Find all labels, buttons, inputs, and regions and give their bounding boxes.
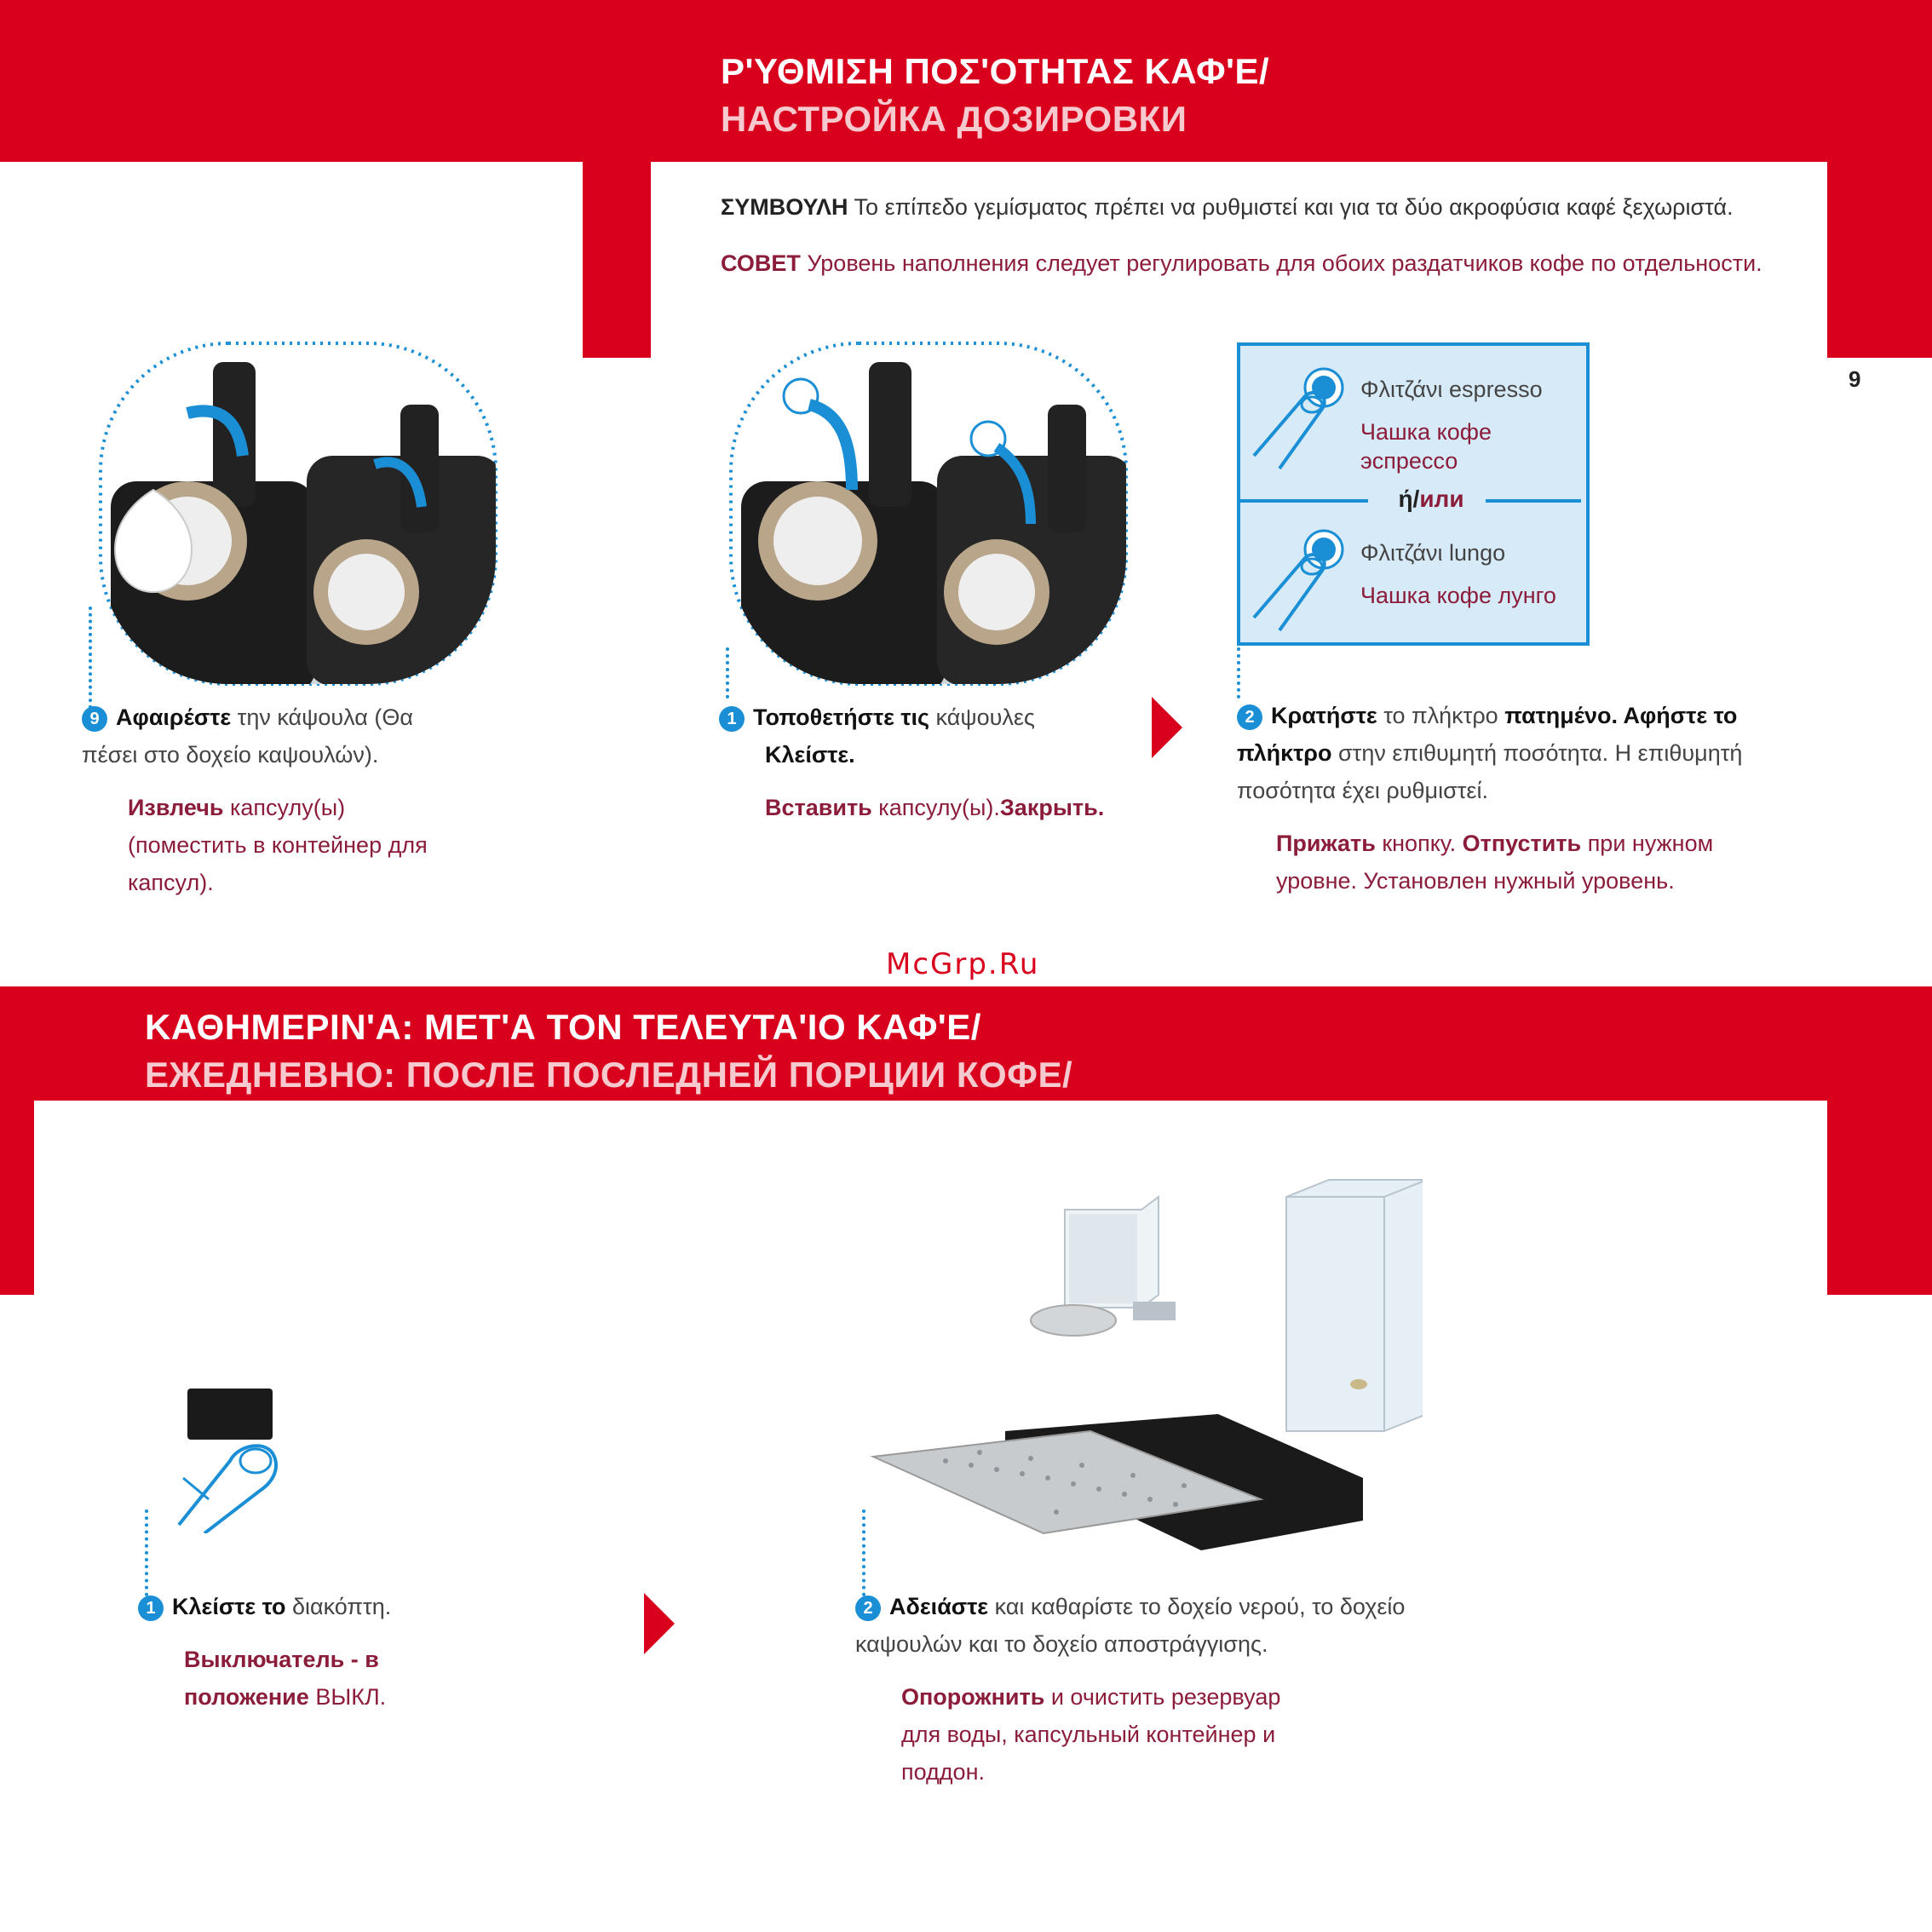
tip-ru bbox=[721, 249, 1811, 278]
cup-lungo-labels bbox=[1360, 538, 1582, 610]
bottom-step-2-number: 2 bbox=[855, 1596, 881, 1621]
step-2-ru-bold2: Отпустить bbox=[1462, 831, 1582, 856]
bottom-step-1-ru-bold: Выключатель - в положение bbox=[184, 1647, 379, 1710]
step-2-hold bbox=[1237, 697, 1765, 900]
bottom-step-2 bbox=[855, 1588, 1469, 1791]
top-left-block bbox=[583, 162, 651, 358]
espresso-gr: Φλιτζάνι espresso bbox=[1360, 377, 1543, 402]
machine-illustration-insert bbox=[724, 336, 1133, 694]
step-1-number: 1 bbox=[719, 706, 745, 732]
bottom-step-1-ru-text: ВЫКЛ. bbox=[315, 1684, 387, 1710]
step-1-insert bbox=[719, 699, 1128, 826]
page-number: 9 bbox=[1849, 366, 1861, 392]
containers-illustration bbox=[860, 1176, 1423, 1576]
top-title-gr: Ρ'ΥΘΜΙΣΗ ΠΟΣ'ΟΤΗΤΑΣ ΚΑΦ'Ε/ bbox=[721, 51, 1270, 91]
step-2-gr-text: το πλήκτρο bbox=[1383, 703, 1498, 728]
bottom-title-ru: ЕЖЕДНЕВНО: ПОСЛЕ ПОСЛЕДНЕЙ ПОРЦИИ КОФЕ/ bbox=[145, 1055, 1073, 1095]
step-9 bbox=[82, 699, 440, 901]
step-1-ru-bold2: Закрыть. bbox=[999, 795, 1105, 820]
cup-select-divider-right bbox=[1486, 499, 1581, 503]
or-sep: / bbox=[1412, 486, 1420, 512]
tip-ru-text: Уровень наполнения следует регулировать для обоих раздатчиков кофе по отдельности. bbox=[807, 250, 1762, 276]
step-1-gr-bold2: Κλείστε. bbox=[765, 742, 855, 768]
step-9-ru-text: капсулу(ы) (поместить в контейнер для капсул). bbox=[128, 795, 428, 895]
bottom-step-2-gr-text: και καθαρίστε το δοχείο νερού, το δοχείο καψουλών και το δοχείο αποστράγγισης. bbox=[855, 1594, 1406, 1657]
or-gr: ή bbox=[1398, 486, 1413, 512]
tip-gr-text: Το επίπεδο γεμίσματος πρέπει να ρυθμιστεί και για τα δύο ακροφύσια καφέ ξεχωριστά. bbox=[854, 194, 1734, 220]
bottom-step-2-ru-text: и очистить резервуар для воды, капсульный контейнер и поддон. bbox=[901, 1684, 1281, 1785]
bottom-step-2-ru-bold: Опорожнить bbox=[901, 1684, 1045, 1710]
step-2-ru-text: кнопку. bbox=[1382, 831, 1457, 856]
espresso-ru: Чашка кофе эспрессо bbox=[1360, 419, 1492, 474]
bottom-left-block bbox=[0, 1101, 34, 1295]
or-ru: или bbox=[1419, 486, 1464, 512]
tip-gr-label: ΣΥΜΒΟΥΛΗ bbox=[721, 194, 848, 220]
step-9-ru-bold: Извлечь bbox=[128, 795, 224, 820]
next-arrow-top bbox=[1152, 697, 1182, 758]
next-arrow-bottom bbox=[644, 1593, 675, 1654]
step-9-gr-text: την κάψουλα (Θα πέσει στο δοχείο καψουλών). bbox=[82, 704, 413, 768]
step-1-ru-bold: Вставить bbox=[765, 795, 872, 820]
top-right-block bbox=[1827, 162, 1932, 358]
cup-espresso-labels bbox=[1360, 375, 1582, 475]
step-2-ru-bold: Прижать bbox=[1276, 831, 1376, 856]
step2-connector bbox=[1237, 641, 1240, 699]
step-2-gr-bold: Κρατήστε bbox=[1271, 703, 1377, 728]
top-title bbox=[721, 48, 1743, 143]
step-2-gr-text2: στην επιθυμητή ποσότητα. Η επιθυμητή ποσότητα έχει ρυθμιστεί. bbox=[1237, 740, 1743, 803]
bottom-step-1-gr-text: διακόπτη. bbox=[291, 1594, 392, 1619]
watermark: McGrp.Ru bbox=[886, 947, 1040, 981]
step-2-number: 2 bbox=[1237, 704, 1262, 730]
top-title-ru: НАСТРОЙКА ДОЗИРОВКИ bbox=[721, 99, 1187, 139]
step-9-number: 9 bbox=[82, 706, 107, 732]
capsule-remove-icon bbox=[106, 486, 200, 596]
power-switch-illustration bbox=[170, 1380, 298, 1533]
bottom-step-1-number: 1 bbox=[138, 1596, 164, 1621]
tip-ru-label: СОВЕТ bbox=[721, 250, 801, 276]
bottom-right-block bbox=[1827, 1101, 1932, 1295]
step-1-gr-text: κάψουλες bbox=[935, 704, 1035, 730]
step9-connector bbox=[89, 607, 92, 709]
bottom-title bbox=[145, 1003, 1508, 1099]
tip-gr bbox=[721, 193, 1811, 221]
step-2-gr-bold2: πατημένο. Αφήστε το πλήκτρο bbox=[1237, 703, 1738, 766]
step1-connector bbox=[726, 647, 729, 699]
finger-press-lungo-icon bbox=[1245, 524, 1356, 635]
lungo-gr: Φλιτζάνι lungo bbox=[1360, 540, 1506, 566]
step-9-gr-bold: Αφαιρέστε bbox=[116, 704, 232, 730]
bottom-title-gr: ΚΑΘΗΜΕΡΙΝ'Α: ΜΕΤ'Α ΤΟΝ ΤΕΛΕΥΤΑ'ΙΟ ΚΑΦ'Ε/ bbox=[145, 1007, 981, 1047]
or-label bbox=[1380, 482, 1482, 516]
step-2-ru-text2: при нужном уровне. Установлен нужный уровень. bbox=[1276, 831, 1714, 894]
cup-select-divider-left bbox=[1240, 499, 1368, 503]
bottom-step-1 bbox=[138, 1588, 479, 1716]
bottom-step-1-gr-bold: Κλείστε το bbox=[172, 1594, 286, 1619]
bottom-step-2-gr-bold: Αδειάστε bbox=[889, 1594, 989, 1619]
step-1-ru-text: капсулу(ы). bbox=[878, 795, 1000, 820]
lungo-ru: Чашка кофе лунго bbox=[1360, 583, 1556, 608]
finger-press-espresso-icon bbox=[1245, 362, 1356, 473]
step-1-gr-bold: Τοποθετήστε τις bbox=[753, 704, 930, 730]
